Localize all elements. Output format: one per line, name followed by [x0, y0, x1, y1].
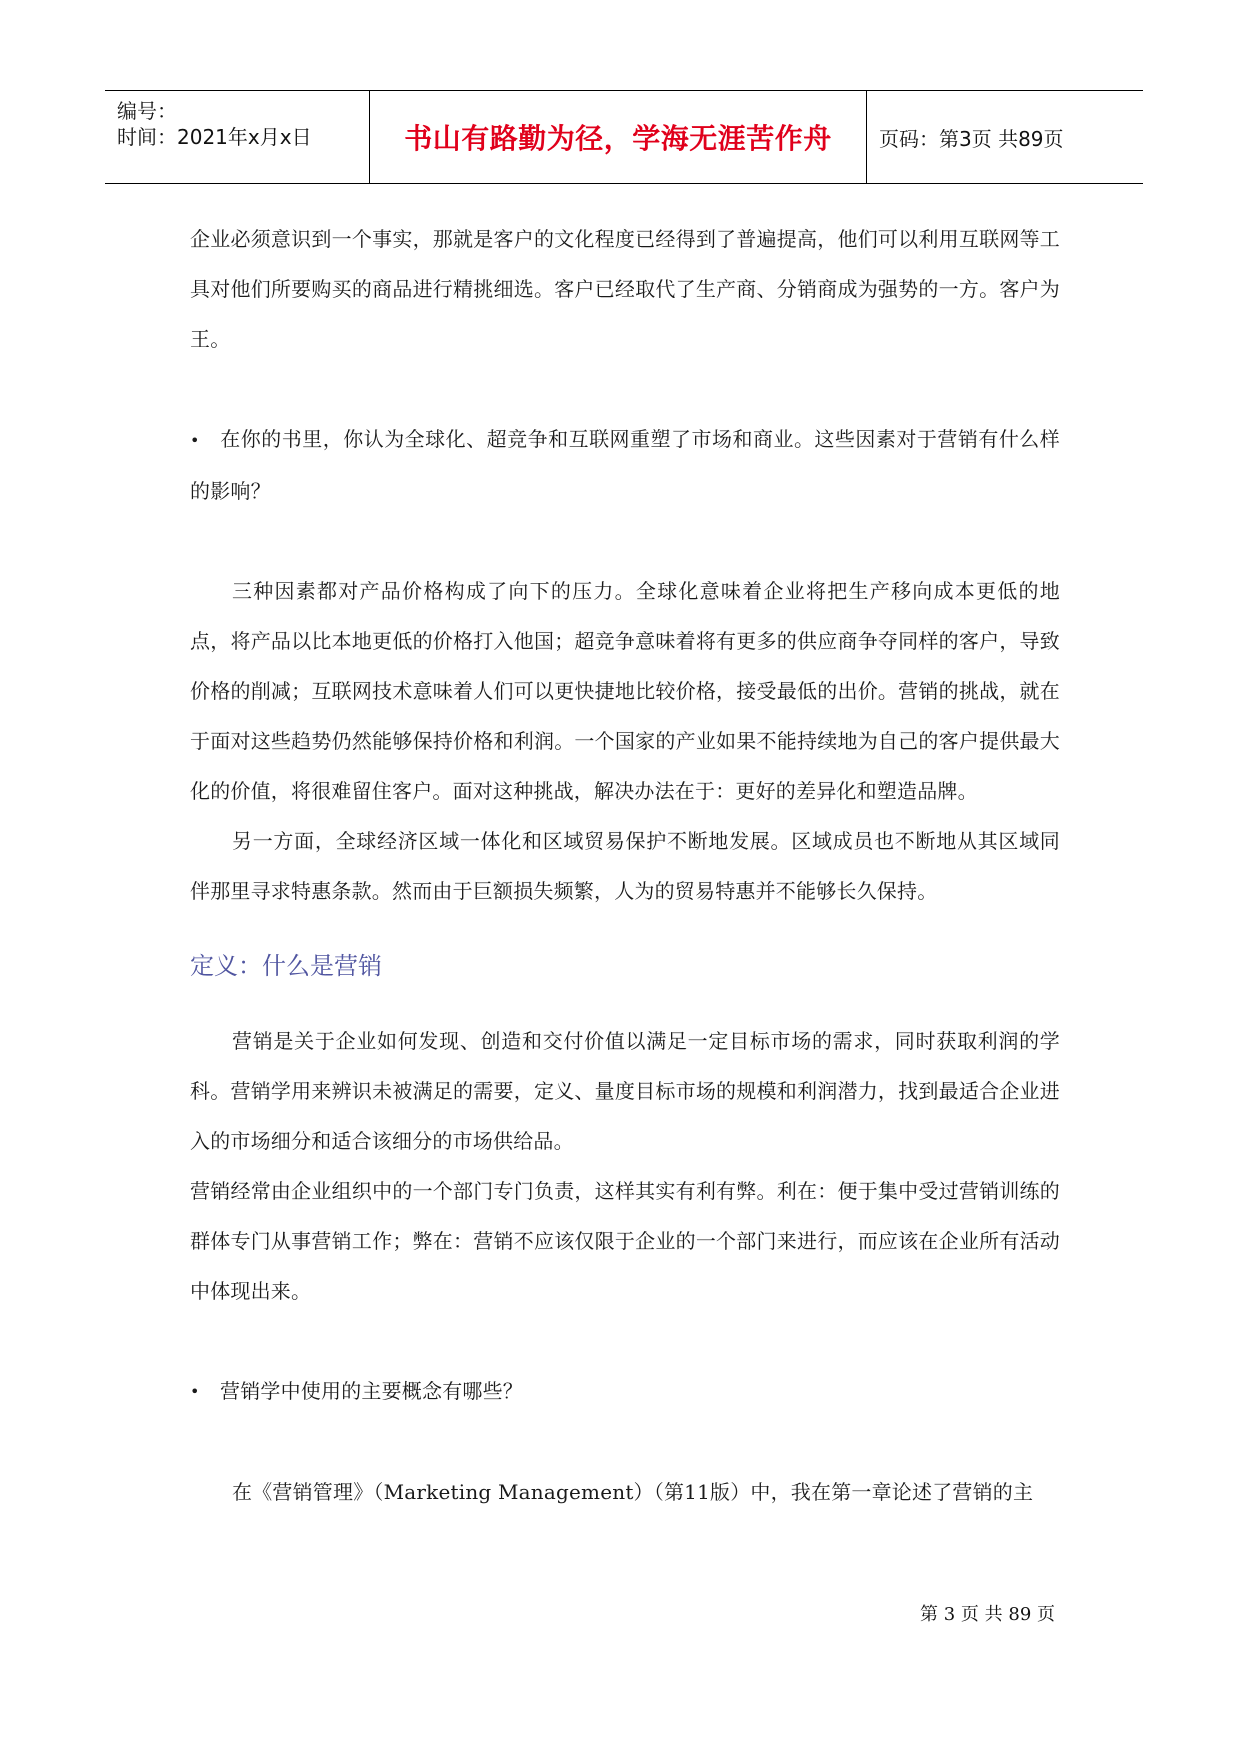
header-motto-cell: [370, 91, 867, 183]
section-heading-marketing-definition: 定义：什么是营销: [190, 951, 382, 980]
document-code-label: 编号：: [117, 99, 177, 123]
paragraph-regional-trade: 另一方面，全球经济区域一体化和区域贸易保护不断地发展。区域成员也不断地从其区域同伴那里寻求特惠条款。然而由于巨额损失频繁，人为的贸易特惠并不能够长久保持。: [190, 828, 1060, 903]
header-page-cell: [867, 91, 1143, 183]
bullet-icon: •: [190, 1382, 200, 1401]
page-footer: 第 3 页 共 89 页: [920, 1604, 1055, 1625]
header-page-info: 页码：第3页 共89页: [879, 126, 1064, 151]
page-header: [105, 90, 1143, 184]
document-time-label: 时间：2021年x月x日: [117, 125, 312, 149]
paragraph-marketing-management: 在《营销管理》（Marketing Management）（第11版）中，我在第一章论述了营销的主: [232, 1480, 1034, 1504]
bullet-question-globalization: [190, 414, 1060, 516]
paragraph-marketing-department: 营销经常由企业组织中的一个部门专门负责，这样其实有利有弊。利在：便于集中受过营销训练的群体专门从事营销工作；弊在：营销不应该仅限于企业的一个部门来进行，而应该在企业所有活动中体现出来。: [190, 1178, 1060, 1303]
paragraph-customer-king: 企业必须意识到一个事实，那就是客户的文化程度已经得到了普遍提高，他们可以利用互联网等工具对他们所要购买的商品进行精挑细选。客户已经取代了生产商、分销商成为强势的一方。客户为王。: [190, 227, 1060, 351]
bullet-question-text: 营销学中使用的主要概念有哪些？: [220, 1378, 523, 1403]
paragraph-price-pressure: 三种因素都对产品价格构成了向下的压力。全球化意味着企业将把生产移向成本更低的地点，将产品以比本地更低的价格打入他国；超竞争意味着将有更多的供应商争夺同样的客户，导致价格的削减；互联网技术意味着人们可以更快捷地比较价格，接受最低的出价。营销的挑战，就在于面对这些趋势仍然能够保持价格和利润。一个国家的产业如果不能持续地为自己的客户提供最大化的价值，将很难留住客户。面对这种挑战，解决办法在于：更好的差异化和塑造品牌。: [190, 578, 1060, 803]
bullet-icon: •: [190, 430, 200, 450]
bullet-question-concepts: [190, 1366, 1060, 1418]
bullet-question-text: 在你的书里，你认为全球化、超竞争和互联网重塑了市场和商业。这些因素对于营销有什么样的影响？: [190, 427, 1060, 503]
paragraph-marketing-definition: 营销是关于企业如何发现、创造和交付价值以满足一定目标市场的需求，同时获取利润的学科。营销学用来辨识未被满足的需要，定义、量度目标市场的规模和利润潜力，找到最适合企业进入的市场细分和适合该细分的市场供给品。: [190, 1028, 1060, 1153]
document-body: [190, 214, 1060, 1517]
header-motto: 书山有路勤为径，学海无涯苦作舟: [404, 122, 832, 155]
header-left-cell: [105, 91, 370, 183]
